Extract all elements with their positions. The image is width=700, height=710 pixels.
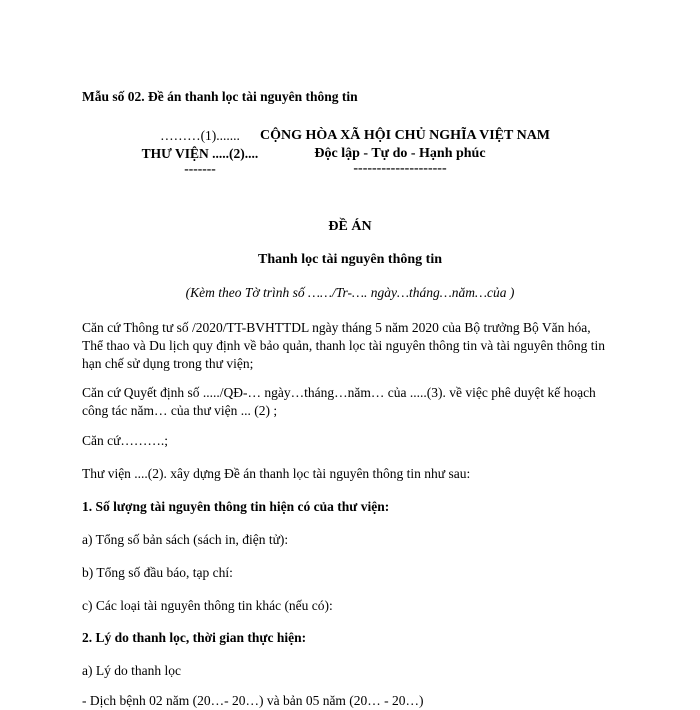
basis-circular-line-1: Căn cứ Thông tư số /2020/TT-BVHTTDL ngày tháng 5 năm 2020 của Bộ trưởng Bộ Văn hóa, xyxy=(82,320,591,335)
section-2-partial-line: - Dịch bệnh 02 năm (20…- 20…) và bản 05 năm (20… - 20…) xyxy=(82,693,424,708)
attached-note: (Kèm theo Tờ trình số ……/Tr-…. ngày…tháng…năm…của ) xyxy=(185,285,515,300)
section-2-heading: 2. Lý do thanh lọc, thời gian thực hiện: xyxy=(82,630,307,645)
form-number-title: Mẫu số 02. Đề án thanh lọc tài nguyên thông tin xyxy=(82,89,358,104)
section-1-item-a: a) Tổng số bản sách (sách in, điện tử): xyxy=(82,532,289,547)
basis-decision-line-1: Căn cứ Quyết định số ...../QĐ-… ngày…tháng…năm… của .....(3). về việc phê duyệt kế hoạch xyxy=(82,385,596,400)
section-1-heading: 1. Số lượng tài nguyên thông tin hiện có của thư viện: xyxy=(82,499,390,514)
national-title: CỘNG HÒA XÃ HỘI CHỦ NGHĨA VIỆT NAM xyxy=(260,128,551,143)
section-1-item-c: c) Các loại tài nguyên thông tin khác (nếu có): xyxy=(82,598,333,613)
agency-line: ………(1)....... xyxy=(160,128,240,143)
intro-text: Thư viện ....(2). xây dựng Đề án thanh lọc tài nguyên thông tin như sau: xyxy=(82,466,471,481)
right-divider: -------------------- xyxy=(353,161,447,176)
library-name: THƯ VIỆN .....(2).... xyxy=(141,146,259,161)
document-subtitle: Thanh lọc tài nguyên thông tin xyxy=(258,252,442,267)
section-1-item-b: b) Tổng số đầu báo, tạp chí: xyxy=(82,565,233,580)
basis-circular-line-3: hạn chế sử dụng trong thư viện; xyxy=(82,356,254,371)
basis-circular-line-2: Thể thao và Du lịch quy định về bảo quản, thanh lọc tài nguyên thông tin và tài nguyên thông tin xyxy=(82,338,606,353)
section-2-item-a: a) Lý do thanh lọc xyxy=(82,663,181,678)
national-motto: Độc lập - Tự do - Hạnh phúc xyxy=(314,146,486,161)
basis-other: Căn cứ……….; xyxy=(82,433,169,448)
document-title: ĐỀ ÁN xyxy=(328,219,372,234)
basis-decision-line-2: công tác năm… của thư viện ... (2) ; xyxy=(82,403,278,418)
left-divider: ------- xyxy=(184,161,216,176)
